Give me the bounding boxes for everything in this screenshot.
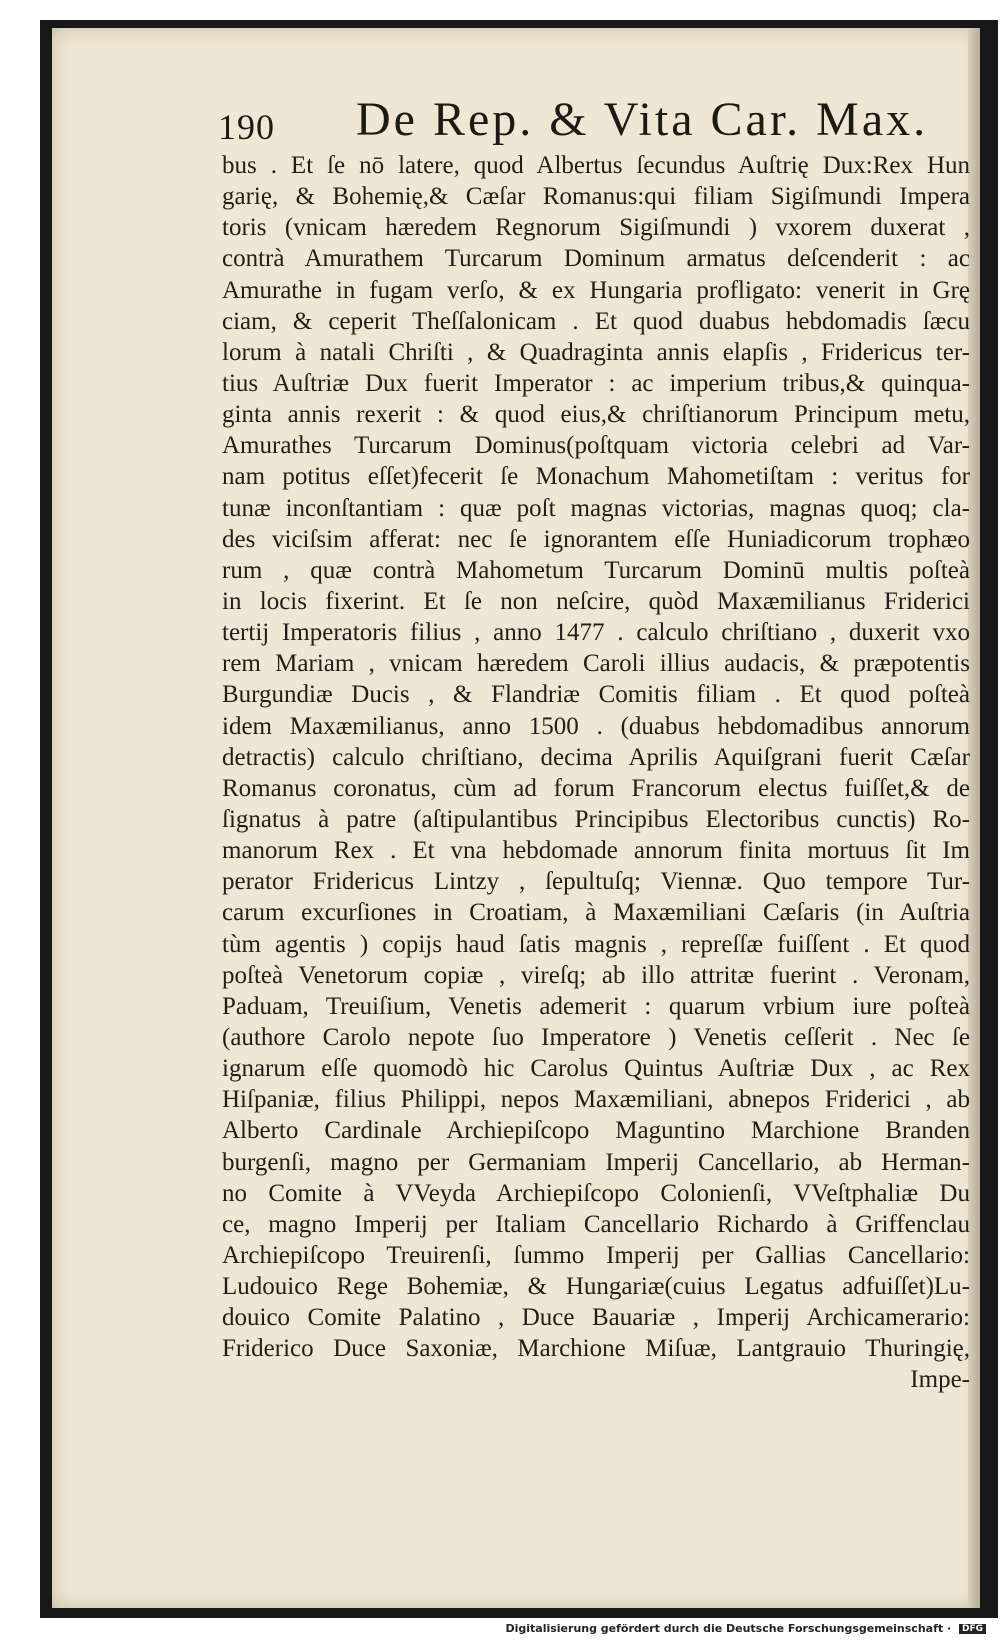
text-line: no Comite à VVeyda Archiepiſcopo Colonienſi, VVeſtphaliæ Du: [222, 1179, 970, 1207]
text-line: lorum à natali Chriſti , & Quadraginta annis elapſis , Fridericus ter-: [222, 338, 970, 366]
text-line: idem Maxæmilianus, anno 1500 . (duabus hebdomadibus annorum: [222, 712, 970, 740]
running-head: [218, 92, 929, 152]
text-line: tius Auſtriæ Dux fuerit Imperator : ac imperium tribus,& quinqua-: [222, 369, 970, 397]
text-line: ignarum eſſe quomodò hic Carolus Quintus Auſtriæ Dux , ac Rex: [222, 1055, 970, 1083]
text-line: tertij Imperatoris filius , anno 1477 . calculo chriſtiano , duxerit vxo: [222, 619, 970, 647]
page-title: De Rep. & Vita Car. Max.: [356, 93, 929, 146]
text-line: contrà Amurathem Turcarum Dominum armatus deſcenderit : ac: [222, 245, 970, 273]
text-line: detractis) calculo chriſtiano, decima Aprilis Aquiſgrani fuerit Cæſar: [222, 743, 970, 771]
text-line: Romanus coronatus, cùm ad forum Francorum electus fuiſſet,& de: [222, 774, 970, 802]
text-line: tùm agentis ) copijs haud ſatis magnis , repreſſæ fuiſſent . Et quod: [222, 930, 970, 958]
footer-text: Digitalisierung gefördert durch die Deutsche Forschungsgemeinschaft ·: [505, 1622, 952, 1635]
text-line: rem Mariam , vnicam hæredem Caroli illius audacis, & præpotentis: [222, 650, 970, 678]
text-line: (authore Carolo nepote ſuo Imperatore ) Venetis ceſſerit . Nec ſe: [222, 1023, 970, 1051]
text-line: douico Comite Palatino , Duce Bauariæ , Imperij Archicamerario:: [222, 1304, 970, 1332]
text-line: garię, & Bohemię,& Cæſar Romanus:qui filiam Sigiſmundi Impera: [222, 183, 970, 211]
text-line: Impe-: [910, 1366, 970, 1394]
text-line: poſteà Venetorum copiæ , vireſq; ab illo attritæ fuerint . Veronam,: [222, 961, 970, 989]
text-line: ginta annis rexerit : & quod eius,& chriſtianorum Principum metu,: [222, 401, 970, 429]
text-line: bus . Et ſe nō latere, quod Albertus ſecundus Auſtrię Dux:Rex Hun: [222, 152, 970, 179]
body-text: [222, 150, 970, 1396]
text-line: ciam, & ceperit Theſſalonicam . Et quod duabus hebdomadis ſæcu: [222, 307, 970, 335]
text-line: Friderico Duce Saxoniæ, Marchione Miſuæ, Lantgrauio Thuringię,: [222, 1335, 970, 1363]
text-line: toris (vnicam hæredem Regnorum Sigiſmundi ) vxorem duxerat ,: [222, 214, 970, 242]
text-line: des viciſsim afferat: nec ſe ignorantem eſſe Huniadicorum trophæo: [222, 525, 970, 553]
text-line: ce, magno Imperij per Italiam Cancellario Richardo à Griffenclau: [222, 1210, 970, 1238]
text-line: Hiſpaniæ, filius Philippi, nepos Maxæmiliani, abnepos Friderici , ab: [222, 1086, 970, 1114]
text-line: Amurathe in fugam verſo, & ex Hungaria profligato: venerit in Grę: [222, 276, 970, 304]
text-line: carum excurſiones in Croatiam, à Maxæmiliani Cæſaris (in Auſtria: [222, 899, 970, 927]
dfg-logo: DFG: [959, 1624, 986, 1634]
text-line: Alberto Cardinale Archiepiſcopo Maguntino Marchione Branden: [222, 1117, 970, 1145]
text-line: ſignatus à patre (aſtipulantibus Principibus Electoribus cunctis) Ro-: [222, 805, 970, 833]
text-line: Ludouico Rege Bohemiæ, & Hungariæ(cuius Legatus adfuiſſet)Lu-: [222, 1273, 970, 1301]
footer: [0, 1622, 1000, 1638]
text-line: nam potitus eſſet)fecerit ſe Monachum Mahometiſtam : veritus for: [222, 463, 970, 491]
text-line: perator Fridericus Lintzy , ſepultuſq; Viennæ. Quo tempore Tur-: [222, 868, 970, 896]
text-line: rum , quæ contrà Mahometum Turcarum Dominū multis poſteà: [222, 556, 970, 584]
text-line: Burgundiæ Ducis , & Flandriæ Comitis filiam . Et quod poſteà: [222, 681, 970, 709]
text-line: Paduam, Treuiſium, Venetis ademerit : quarum vrbium iure poſteà: [222, 992, 970, 1020]
text-line: Amurathes Turcarum Dominus(poſtquam victoria celebri ad Var-: [222, 432, 970, 460]
text-line: Archiepiſcopo Treuirenſi, ſummo Imperij per Gallias Cancellario:: [222, 1241, 970, 1269]
text-line: burgenſi, magno per Germaniam Imperij Cancellario, ab Herman-: [222, 1148, 970, 1176]
text-line: manorum Rex . Et vna hebdomade annorum finita mortuus ſit Im: [222, 837, 970, 865]
text-line: tunæ inconſtantiam : quæ poſt magnas victorias, magnas quoq; cla-: [222, 494, 970, 522]
page-number: 190: [218, 107, 275, 147]
text-line: in locis fixerint. Et ſe non neſcire, quòd Maxæmilianus Friderici: [222, 587, 970, 615]
